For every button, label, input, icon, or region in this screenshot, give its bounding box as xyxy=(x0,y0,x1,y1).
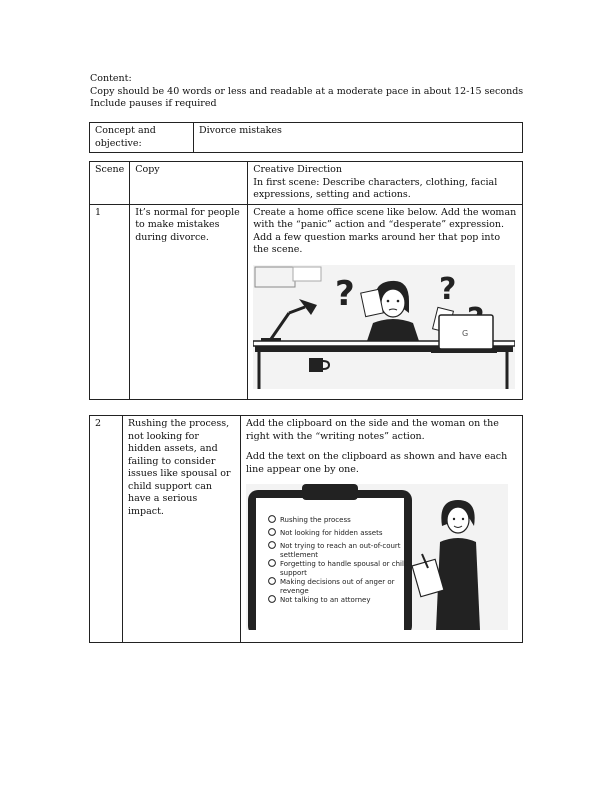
checklist-item: Making decisions out of anger or xyxy=(280,578,395,586)
scene-direction-p2: Add the text on the clipboard as shown and have each line appear one by one. xyxy=(246,451,508,475)
scene-row-2 xyxy=(90,416,523,643)
checklist-item: Not talking to an attorney xyxy=(280,596,371,604)
scene-direction-p1: Add the clipboard on the side and the woman on the right with the “writing notes” action. xyxy=(246,418,499,442)
header-scene: Scene xyxy=(90,162,130,205)
header-copy: Copy xyxy=(130,162,248,205)
concept-table xyxy=(89,122,523,153)
header-direction-title: Creative Direction xyxy=(253,164,342,175)
header-direction-sub: In first scene: Describe characters, clothing, facial expressions, setting and actions. xyxy=(253,176,498,200)
scene-direction-text: Create a home office scene like below. Add the woman with the “panic” action and “desperate” expression. Add a few question marks around her that pop into the scene. xyxy=(253,206,517,255)
checklist-item: settlement xyxy=(280,551,319,559)
scene-copy: Rushing the process, not looking for hidden assets, and failing to consider issues like spousal or child support can have a serious impact. xyxy=(123,416,241,643)
header-row xyxy=(90,162,523,205)
scene-number: 2 xyxy=(90,416,123,643)
checklist-item: Forgetting to handle spousal or child xyxy=(280,560,409,568)
checklist-item: support xyxy=(280,569,307,577)
wall-picture xyxy=(293,267,321,281)
scene-direction xyxy=(248,204,523,399)
scene-copy: It’s normal for people to make mistakes during divorce. xyxy=(130,204,248,399)
question-mark-icon: ? xyxy=(335,273,355,314)
checklist-item: Rushing the process xyxy=(280,516,351,524)
scene-direction xyxy=(241,416,523,643)
concept-label: Concept and objective: xyxy=(90,123,194,153)
laptop-logo: G xyxy=(462,328,469,338)
question-mark-icon: ? xyxy=(439,271,457,307)
clipboard-illustration xyxy=(246,484,508,630)
checklist-item: Not looking for hidden assets xyxy=(280,529,383,537)
laptop-icon xyxy=(431,315,497,353)
clipboard-icon xyxy=(248,484,412,630)
content-instructions xyxy=(90,73,530,111)
content-heading: Content: xyxy=(90,73,132,84)
header-creative-direction xyxy=(248,162,523,205)
concept-value: Divorce mistakes xyxy=(194,123,523,153)
content-line-1: Copy should be 40 words or less and readable at a moderate pace in about 12-15 seconds xyxy=(90,85,524,97)
checklist-item: Not trying to reach an out-of-court xyxy=(280,542,401,550)
checklist-item: revenge xyxy=(280,587,309,595)
scene-1-table xyxy=(89,161,523,400)
scene-2-table xyxy=(89,415,523,643)
content-line-2: Include pauses if required xyxy=(90,98,217,109)
scene-number: 1 xyxy=(90,204,130,399)
scene-row-1 xyxy=(90,204,523,399)
home-office-illustration xyxy=(253,265,515,389)
